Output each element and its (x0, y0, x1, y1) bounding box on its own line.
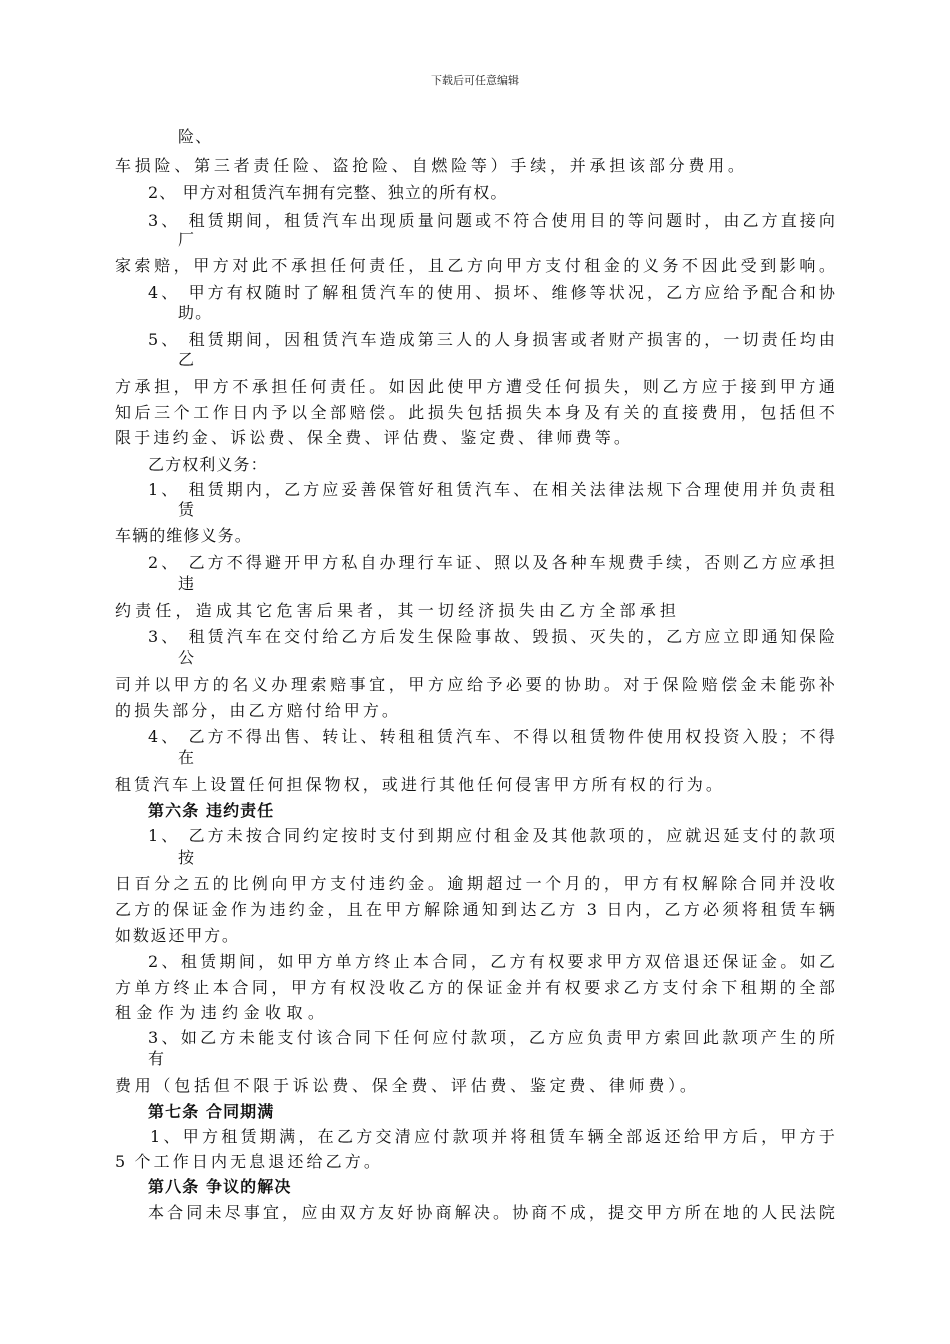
article-heading: 第六条 违约责任 (148, 801, 275, 820)
article-heading: 第八条 争议的解决 (148, 1177, 292, 1196)
list-item: 2、租赁期间，如甲方单方终止本合同，乙方有权要求甲方双倍退还保证金。如乙 (148, 952, 836, 971)
list-item: 1、甲方租赁期满，在乙方交清应付款项并将租赁车辆全部返还给甲方后，甲方于 (150, 1127, 836, 1146)
list-item: 3、 租赁期间，租赁汽车出现质量问题或不符合使用目的等问题时，由乙方直接向 (148, 211, 836, 230)
text-line: 家索赔，甲方对此不承担任何责任，且乙方向甲方支付租金的义务不因此受到影响。 (115, 256, 836, 275)
text-line: 车辆的维修义务。 (115, 526, 252, 545)
list-item: 5、 租赁期间，因租赁汽车造成第三人的人身损害或者财产损害的，一切责任均由 (148, 330, 836, 349)
list-item: 1、 乙方未按合同约定按时支付到期应付租金及其他款项的，应就迟延支付的款项 (148, 826, 836, 845)
text-line: 费用（包括但不限于诉讼费、保全费、评估费、鉴定费、律师费）。 (115, 1076, 697, 1095)
text-line: 在 (178, 748, 196, 767)
text-line: 方承担，甲方不承担任何责任。如因此使甲方遭受任何损失，则乙方应于接到甲方通 (115, 377, 836, 396)
text-line: 乙方的保证金作为违约金，且在甲方解除通知到达乙方 3 日内，乙方必须将租赁车辆 (115, 900, 836, 919)
text-line: 有 (148, 1049, 166, 1068)
text-line: 限于违约金、诉讼费、保全费、评估费、鉴定费、律师费等。 (115, 428, 631, 447)
section-subheading: 乙方权利义务： (148, 455, 268, 474)
text-line: 知后三个工作日内予以全部赔偿。此损失包括损失本身及有关的直接费用，包括但不 (115, 403, 836, 422)
text-line: 约责任，造成其它危害后果者，其一切经济损失由乙方全部承担 (115, 601, 677, 620)
text-line: 厂 (178, 230, 196, 249)
text-line: 助。 (178, 303, 213, 322)
text-line: 本合同未尽事宜，应由双方友好协商解决。协商不成，提交甲方所在地的人民法院 (148, 1203, 836, 1222)
list-item: 3、如乙方未能支付该合同下任何应付款项，乙方应负责甲方索回此款项产生的所 (148, 1028, 836, 1047)
list-item: 2、 甲方对租赁汽车拥有完整、独立的所有权。 (148, 183, 508, 202)
list-item: 2、 乙方不得避开甲方私自办理行车证、照以及各种车规费手续，否则乙方应承担 (148, 553, 836, 572)
page-header: 下载后可任意编辑 (431, 74, 519, 87)
text-line: 险、 (178, 127, 213, 146)
text-line: 日百分之五的比例向甲方支付违约金。逾期超过一个月的，甲方有权解除合同并没收 (115, 874, 836, 893)
text-line: 按 (178, 848, 196, 867)
text-line: 违 (178, 574, 196, 593)
text-line: 方单方终止本合同，甲方有权没收乙方的保证金并有权要求乙方支付余下租期的全部 (115, 978, 836, 997)
text-line: 公 (178, 648, 196, 667)
text-line: 乙 (178, 350, 196, 369)
list-item: 1、 租赁期内，乙方应妥善保管好租赁汽车、在相关法律法规下合理使用并负责租 (148, 480, 836, 499)
text-line: 如数返还甲方。 (115, 926, 239, 945)
text-line: 的损失部分，由乙方赔付给甲方。 (115, 701, 399, 720)
list-item: 3、 租赁汽车在交付给乙方后发生保险事故、毁损、灭失的，乙方应立即通知保险 (148, 627, 836, 646)
list-item: 4、 乙方不得出售、转让、转租租赁汽车、不得以租赁物件使用权投资入股；不得 (148, 727, 836, 746)
list-item: 4、 甲方有权随时了解租赁汽车的使用、损坏、维修等状况，乙方应给予配合和协 (148, 283, 836, 302)
text-line: 赁 (178, 500, 196, 519)
article-heading: 第七条 合同期满 (148, 1102, 275, 1121)
text-line: 司并以甲方的名义办理索赔事宜，甲方应给予必要的协助。对于保险赔偿金未能弥补 (115, 675, 836, 694)
text-line: 车损险、第三者责任险、盗抢险、自燃险等）手续，并承担该部分费用。 (115, 156, 745, 175)
text-line: 租赁汽车上设置任何担保物权，或进行其他任何侵害甲方所有权的行为。 (115, 775, 723, 794)
text-line: 5 个工作日内无息退还给乙方。 (115, 1152, 381, 1171)
text-line: 租金作为违约金收取。 (115, 1003, 325, 1022)
